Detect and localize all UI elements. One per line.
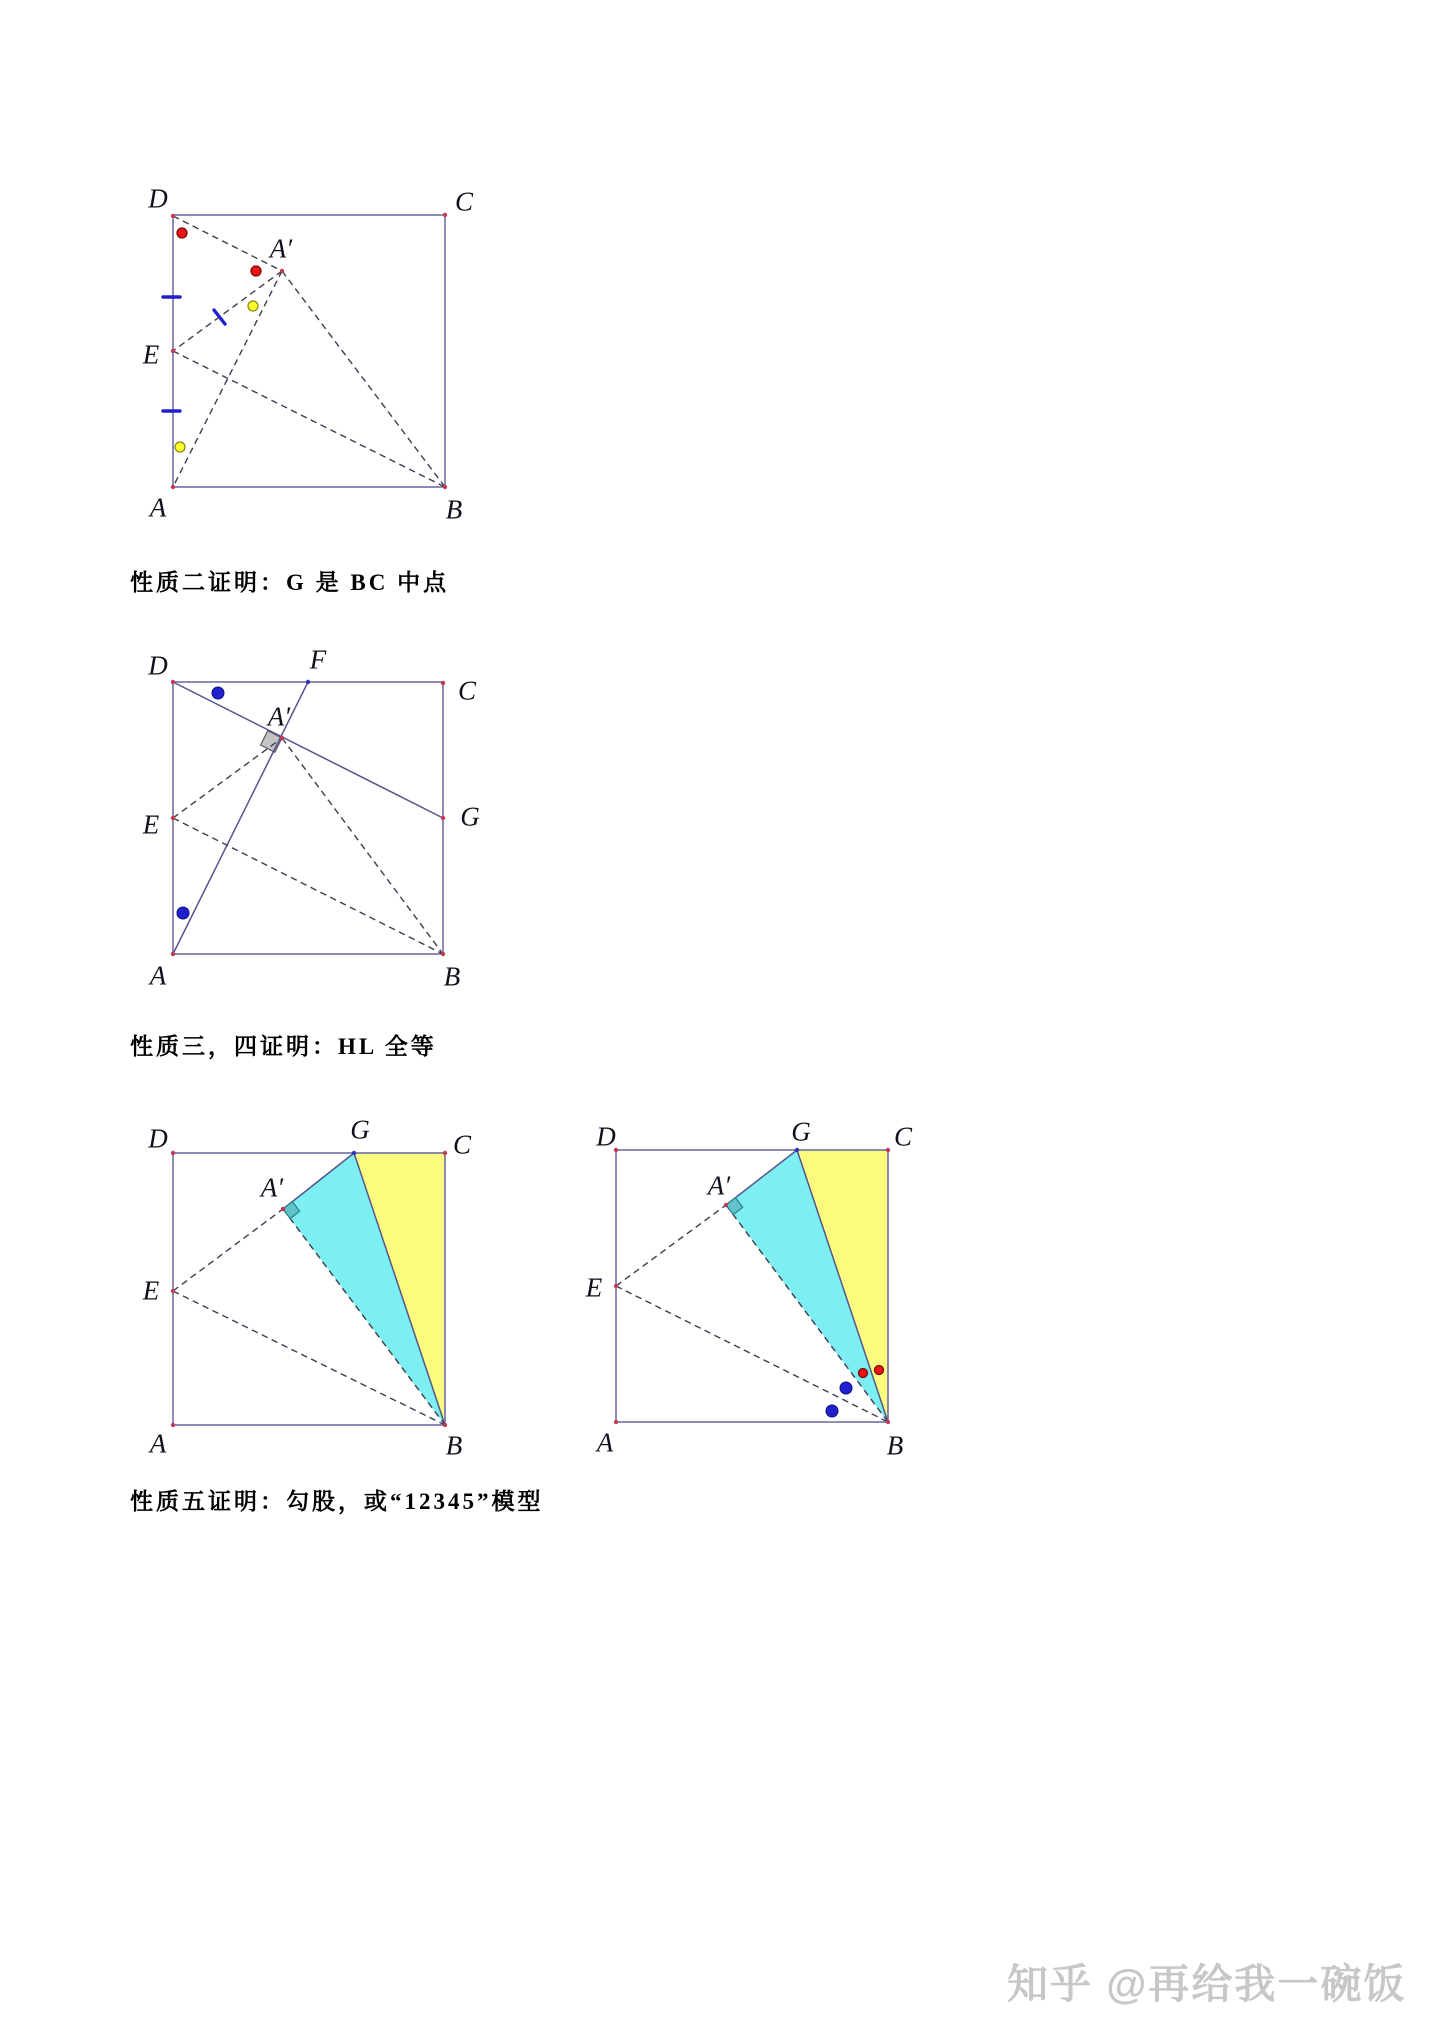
fig1-tick-eaprime-segment [214, 310, 225, 324]
fig2-vertex-point-c [441, 681, 445, 685]
fig1-dashed-e-b [173, 351, 445, 487]
fig1-label-a: A [149, 492, 167, 523]
fig2-vertex-point-e [171, 816, 175, 820]
fig2-label-g: G [460, 801, 480, 832]
fig3-dashed-e-aprime [173, 1209, 283, 1291]
fig1-vertex-point-aprime [280, 269, 284, 273]
fig2-vertex-point-d [171, 680, 175, 684]
fig1-dashed-aprime-b [282, 271, 445, 487]
fig2-label-c: C [457, 675, 477, 706]
fig4-label-aprime: A′ [707, 1170, 731, 1201]
fig3-label-a: A [149, 1428, 167, 1459]
fig4-vertex-point-g [795, 1148, 799, 1152]
fig1-dashed-aprime-e [173, 271, 282, 351]
fig1-label-aprime: A′ [269, 233, 293, 264]
fig3-vertex-point-d [171, 1151, 175, 1155]
fig1-vertex-point-b [443, 485, 447, 489]
fig4-label-c: C [893, 1121, 913, 1152]
fig2-blue-angle-dot-at-d [212, 687, 224, 699]
fig3-vertex-point-b [443, 1423, 447, 1427]
fig4-label-b: B [886, 1430, 904, 1461]
fig3-hl-congruence-left-diagram [171, 1151, 447, 1427]
fig4-blue-angle-dot-a-b-e [826, 1405, 838, 1417]
fig1-label-c: C [454, 186, 474, 217]
fig4-blue-angle-dot-e-b-aprime [840, 1382, 852, 1394]
fig4-red-angle-dot-aprime-b-g [859, 1369, 868, 1378]
fig4-label-d: D [596, 1121, 616, 1152]
fig1-vertex-point-e [171, 349, 175, 353]
fig3-label-b: B [445, 1430, 463, 1461]
fig1-label-e: E [142, 339, 160, 370]
fig1-label-d: D [148, 183, 168, 214]
fig1-label-b: B [445, 494, 463, 525]
fig4-dashed-e-aprime [616, 1205, 726, 1286]
fig2-vertex-point-g [441, 816, 445, 820]
fig4-label-e: E [585, 1272, 603, 1303]
fig2-vertex-point-aprime [280, 736, 284, 740]
fig2-dashed-aprime-b [282, 738, 443, 954]
fig2-g-midpoint-diagram [171, 680, 445, 956]
caption-property2: 性质二证明：G 是 BC 中点 [130, 570, 450, 595]
fig1-square-fold-diagram [163, 213, 447, 489]
fig2-label-aprime: A′ [267, 701, 291, 732]
fig3-vertex-point-e [171, 1289, 175, 1293]
fig2-label-a: A [149, 960, 167, 991]
caption-property5: 性质五证明：勾股，或“12345”模型 [130, 1489, 544, 1514]
fig4-red-angle-dot-g-b-c [875, 1366, 884, 1375]
fig1-yellow-angle-dot-at-aprime [248, 301, 258, 311]
fig2-label-b: B [443, 961, 461, 992]
fig1-vertex-point-d [171, 214, 175, 218]
fig1-square-abcd [173, 215, 445, 487]
zhihu-watermark: 知乎 @再给我一碗饭 [1007, 1961, 1407, 2007]
fig3-vertex-point-a [171, 1423, 175, 1427]
fig2-dashed-e-aprime [173, 738, 282, 818]
fig4-vertex-point-aprime [724, 1203, 728, 1207]
fig2-solid-d-g-crease [173, 682, 443, 818]
fig3-label-aprime: A′ [260, 1172, 284, 1203]
fig2-vertex-point-b [441, 952, 445, 956]
fig2-label-e: E [142, 809, 160, 840]
fig2-label-d: D [148, 650, 168, 681]
fig4-vertex-point-b [886, 1420, 890, 1424]
fig2-vertex-point-a [171, 952, 175, 956]
fig1-red-angle-dot-at-d [177, 228, 187, 238]
fig1-red-angle-dot-at-aprime [251, 266, 261, 276]
fig4-vertex-point-c [886, 1148, 890, 1152]
fig3-label-c: C [452, 1129, 472, 1160]
fig3-vertex-point-c [443, 1151, 447, 1155]
fig3-label-d: D [148, 1123, 168, 1154]
fig3-label-g: G [350, 1114, 370, 1145]
fig1-vertex-point-a [171, 485, 175, 489]
fig1-yellow-angle-dot-at-a [175, 442, 185, 452]
fig2-square-abcd [173, 682, 443, 954]
fig2-vertex-point-f [306, 680, 310, 684]
fig4-label-a: A [596, 1427, 614, 1458]
fig3-vertex-point-g [352, 1151, 356, 1155]
fig4-label-g: G [791, 1116, 811, 1147]
fig2-dashed-e-b [173, 818, 443, 954]
fig4-hl-congruence-right-diagram [614, 1148, 890, 1424]
fig3-vertex-point-aprime [281, 1207, 285, 1211]
fig2-label-f: F [309, 644, 327, 675]
fig2-blue-angle-dot-at-a [177, 907, 189, 919]
fig1-vertex-point-c [443, 213, 447, 217]
caption-property34: 性质三，四证明：HL 全等 [130, 1034, 437, 1059]
fig4-vertex-point-a [614, 1420, 618, 1424]
fig3-label-e: E [142, 1275, 160, 1306]
fig1-dashed-d-aprime [173, 216, 282, 271]
fig4-vertex-point-e [614, 1284, 618, 1288]
